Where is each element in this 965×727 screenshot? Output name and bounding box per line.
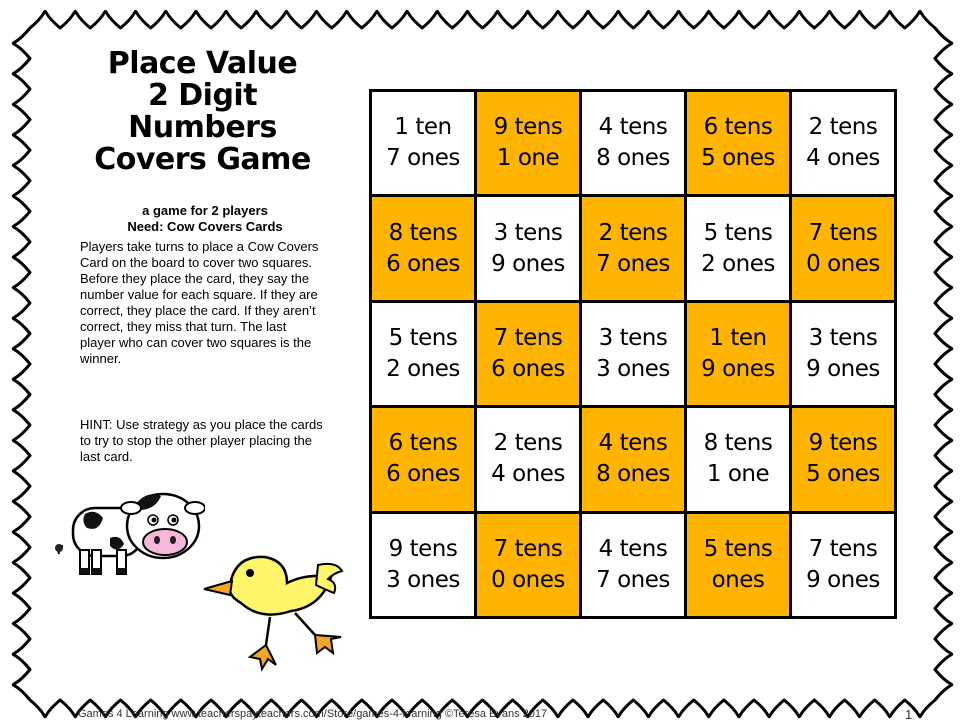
title-line-4: Covers Game bbox=[94, 142, 311, 177]
board-square[interactable] bbox=[792, 408, 894, 510]
title-line-3: Numbers bbox=[128, 110, 277, 145]
tens-label: 7 tens bbox=[808, 535, 878, 562]
board-square[interactable] bbox=[687, 197, 789, 299]
game-board bbox=[369, 89, 897, 619]
tens-label: 6 tens bbox=[388, 430, 458, 457]
tens-label: 5 tens bbox=[703, 535, 773, 562]
ones-label: 3 ones bbox=[386, 566, 460, 593]
board-square[interactable] bbox=[372, 303, 474, 405]
chick-illustration bbox=[200, 545, 350, 675]
tens-label: 4 tens bbox=[598, 535, 668, 562]
board-square[interactable] bbox=[582, 303, 684, 405]
board-square[interactable] bbox=[582, 92, 684, 194]
ones-label: 6 ones bbox=[491, 355, 565, 382]
board-square[interactable] bbox=[477, 303, 579, 405]
ones-label: 9 ones bbox=[806, 355, 880, 382]
tens-label: 7 tens bbox=[493, 535, 563, 562]
board-square[interactable] bbox=[477, 197, 579, 299]
ones-label: 6 ones bbox=[386, 461, 460, 488]
tens-label: 3 tens bbox=[493, 219, 563, 246]
tens-label: 3 tens bbox=[808, 324, 878, 351]
board-square[interactable] bbox=[477, 92, 579, 194]
ones-label: 5 ones bbox=[701, 145, 775, 172]
board-square[interactable] bbox=[372, 514, 474, 616]
footer-credit: Games 4 Learning www.teacherspayteachers.com/Store/games-4-learning ©Teresa Evans 2017 bbox=[78, 708, 548, 720]
ones-label: 7 ones bbox=[596, 566, 670, 593]
tens-label: 3 tens bbox=[598, 324, 668, 351]
ones-label: 1 one bbox=[496, 145, 560, 172]
ones-label: 8 ones bbox=[596, 145, 670, 172]
board-square[interactable] bbox=[372, 408, 474, 510]
hint-text: HINT: Use strategy as you place the cards to try to stop the other player placing the last card. bbox=[80, 417, 323, 464]
tens-label: 5 tens bbox=[703, 219, 773, 246]
tens-label: 8 tens bbox=[703, 430, 773, 457]
ones-label: 5 ones bbox=[806, 461, 880, 488]
board-square[interactable] bbox=[582, 408, 684, 510]
board-square[interactable] bbox=[372, 92, 474, 194]
board-square[interactable] bbox=[792, 92, 894, 194]
tens-label: 1 ten bbox=[394, 114, 452, 141]
board-square[interactable] bbox=[582, 514, 684, 616]
board-square[interactable] bbox=[477, 408, 579, 510]
ones-label: 9 ones bbox=[701, 355, 775, 382]
tens-label: 2 tens bbox=[808, 114, 878, 141]
ones-label: 0 ones bbox=[491, 566, 565, 593]
tens-label: 2 tens bbox=[598, 219, 668, 246]
cow-illustration bbox=[55, 478, 205, 578]
board-square[interactable] bbox=[792, 303, 894, 405]
players-text: a game for 2 players bbox=[142, 203, 268, 218]
tens-label: 7 tens bbox=[493, 324, 563, 351]
ones-label: 4 ones bbox=[491, 461, 565, 488]
ones-label: 2 ones bbox=[701, 250, 775, 277]
tens-label: 2 tens bbox=[493, 430, 563, 457]
board-square[interactable] bbox=[687, 514, 789, 616]
board-square[interactable] bbox=[792, 197, 894, 299]
board-square[interactable] bbox=[792, 514, 894, 616]
ones-label: 3 ones bbox=[596, 355, 670, 382]
ones-label: 9 ones bbox=[806, 566, 880, 593]
board-square[interactable] bbox=[477, 514, 579, 616]
ones-label: 1 one bbox=[706, 461, 770, 488]
ones-label: 4 ones bbox=[806, 145, 880, 172]
board-square[interactable] bbox=[687, 303, 789, 405]
ones-label: 0 ones bbox=[806, 250, 880, 277]
ones-label: 8 ones bbox=[596, 461, 670, 488]
page-title bbox=[60, 48, 345, 176]
page-number: 1 bbox=[905, 707, 913, 722]
tens-label: 9 tens bbox=[493, 114, 563, 141]
tens-label: 4 tens bbox=[598, 430, 668, 457]
game-requirements bbox=[80, 203, 330, 235]
ones-label: 7 ones bbox=[386, 145, 460, 172]
tens-label: 1 ten bbox=[709, 324, 767, 351]
tens-label: 6 tens bbox=[703, 114, 773, 141]
board-square[interactable] bbox=[372, 197, 474, 299]
ones-label: ones bbox=[711, 566, 765, 593]
ones-label: 7 ones bbox=[596, 250, 670, 277]
need-text: Need: Cow Covers Cards bbox=[127, 219, 283, 234]
ones-label: 9 ones bbox=[491, 250, 565, 277]
ones-label: 6 ones bbox=[386, 250, 460, 277]
tens-label: 9 tens bbox=[808, 430, 878, 457]
tens-label: 8 tens bbox=[388, 219, 458, 246]
title-line-2: 2 Digit bbox=[147, 78, 258, 113]
board-square[interactable] bbox=[687, 92, 789, 194]
tens-label: 9 tens bbox=[388, 535, 458, 562]
board-square[interactable] bbox=[687, 408, 789, 510]
tens-label: 5 tens bbox=[388, 324, 458, 351]
ones-label: 2 ones bbox=[386, 355, 460, 382]
instructions-text: Players take turns to place a Cow Covers Card on the board to cover two squares. Before they place the card, they say the number value for each square. If they are correct, they place the card. If they aren’t correct, they miss that turn. The last player who can cover two squares is the winner. bbox=[80, 239, 319, 366]
tens-label: 7 tens bbox=[808, 219, 878, 246]
title-line-1: Place Value bbox=[107, 46, 298, 81]
tens-label: 4 tens bbox=[598, 114, 668, 141]
board-square[interactable] bbox=[582, 197, 684, 299]
